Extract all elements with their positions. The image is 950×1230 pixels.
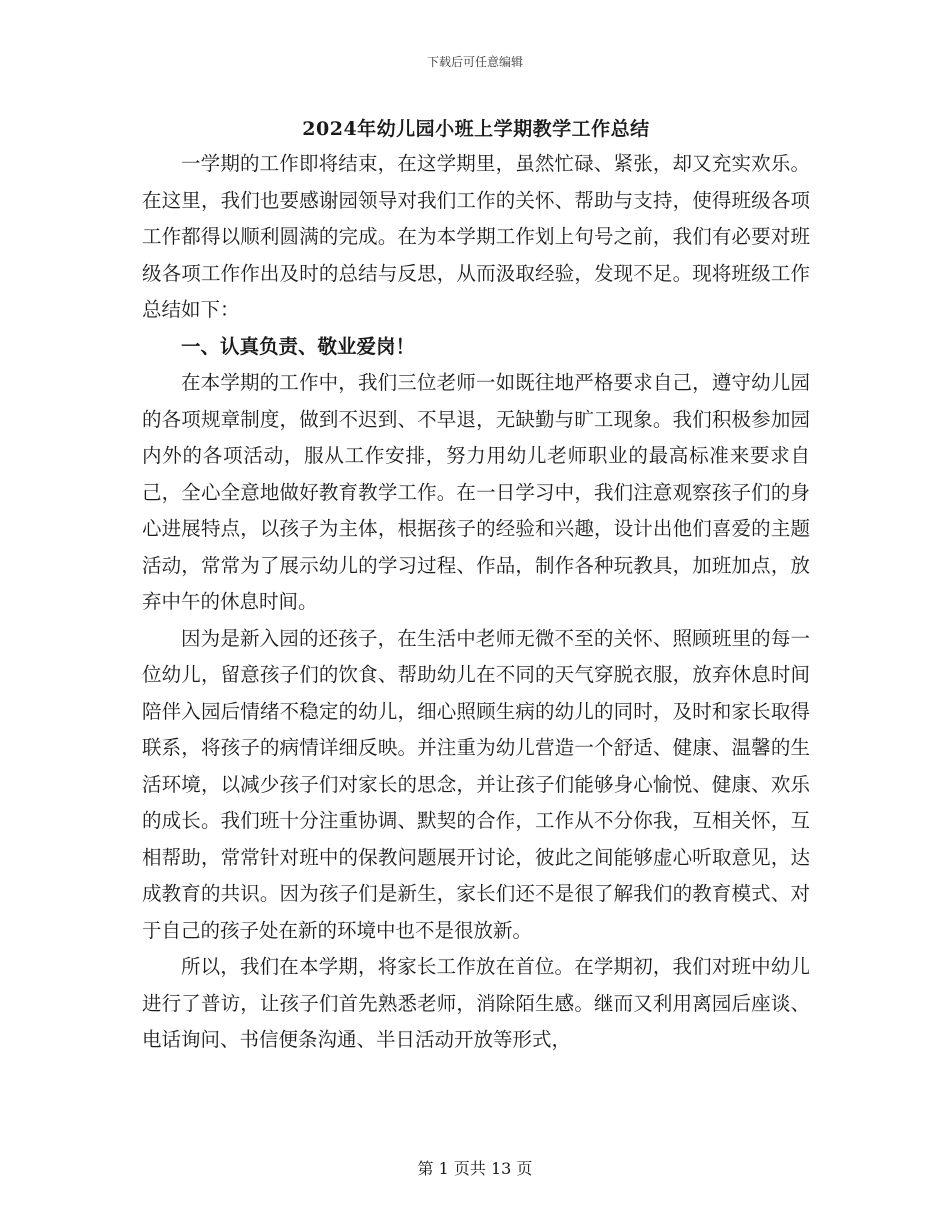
paragraph-work-attitude: 在本学期的工作中，我们三位老师一如既往地严格要求自己，遵守幼儿园的各项规章制度，做到不迟到、不早退，无缺勤与旷工现象。我们积极参加园内外的各项活动，服从工作安排，努力用幼儿老师职业的最高标准来要求自己，全心全意地做好教育教学工作。在一日学习中，我们注意观察孩子们的身心进展特点，以孩子为主体，根据孩子的经验和兴趣，设计出他们喜爱的主题活动，常常为了展示幼儿的学习过程、作品，制作各种玩教具，加班加点，放弃中午的休息时间。: [142, 371, 810, 613]
document-body: [142, 146, 810, 1059]
section-heading: 一、认真负责、敬业爱岗！: [181, 334, 416, 358]
page-number: 第 1 页共 13 页: [417, 1159, 533, 1178]
paragraph-intro: 一学期的工作即将结束，在这学期里，虽然忙碌、紧张，却又充实欢乐。在这里，我们也要感谢园领导对我们工作的关怀、帮助与支持，使得班级各项工作都得以顺利圆满的完成。在为本学期工作划上句号之前，我们有必要对班级各项工作作出及时的总结与反思，从而汲取经验，发现不足。现将班级工作总结如下：: [142, 152, 810, 321]
header-note: 下载后可任意编辑: [426, 55, 523, 69]
paragraph-parent-work: 所以，我们在本学期，将家长工作放在首位。在学期初，我们对班中幼儿进行了普访，让孩子们首先熟悉老师，消除陌生感。继而又利用离园后座谈、电话询问、书信便条沟通、半日活动开放等形式，: [142, 955, 810, 1051]
paragraph-care: 因为是新入园的还孩子，在生活中老师无微不至的关怀、照顾班里的每一位幼儿，留意孩子们的饮食、帮助幼儿在不同的天气穿脱衣服，放弃休息时间陪伴入园后情绪不稳定的幼儿，细心照顾生病的幼儿的同时，及时和家长取得联系，将孩子的病情详细反映。并注重为幼儿营造一个舒适、健康、温馨的生活环境，以减少孩子们对家长的思念，并让孩子们能够身心愉悦、健康、欢乐的成长。我们班十分注重协调、默契的合作，工作从不分你我，互相关怀，互相帮助，常常针对班中的保教问题展开讨论，彼此之间能够虚心听取意见，达成教育的共识。因为孩子们是新生，家长们还不是很了解我们的教育模式、对于自己的孩子处在新的环境中也不是很放新。: [142, 626, 810, 942]
document-title: 2024年幼儿园小班上学期教学工作总结: [302, 118, 650, 140]
